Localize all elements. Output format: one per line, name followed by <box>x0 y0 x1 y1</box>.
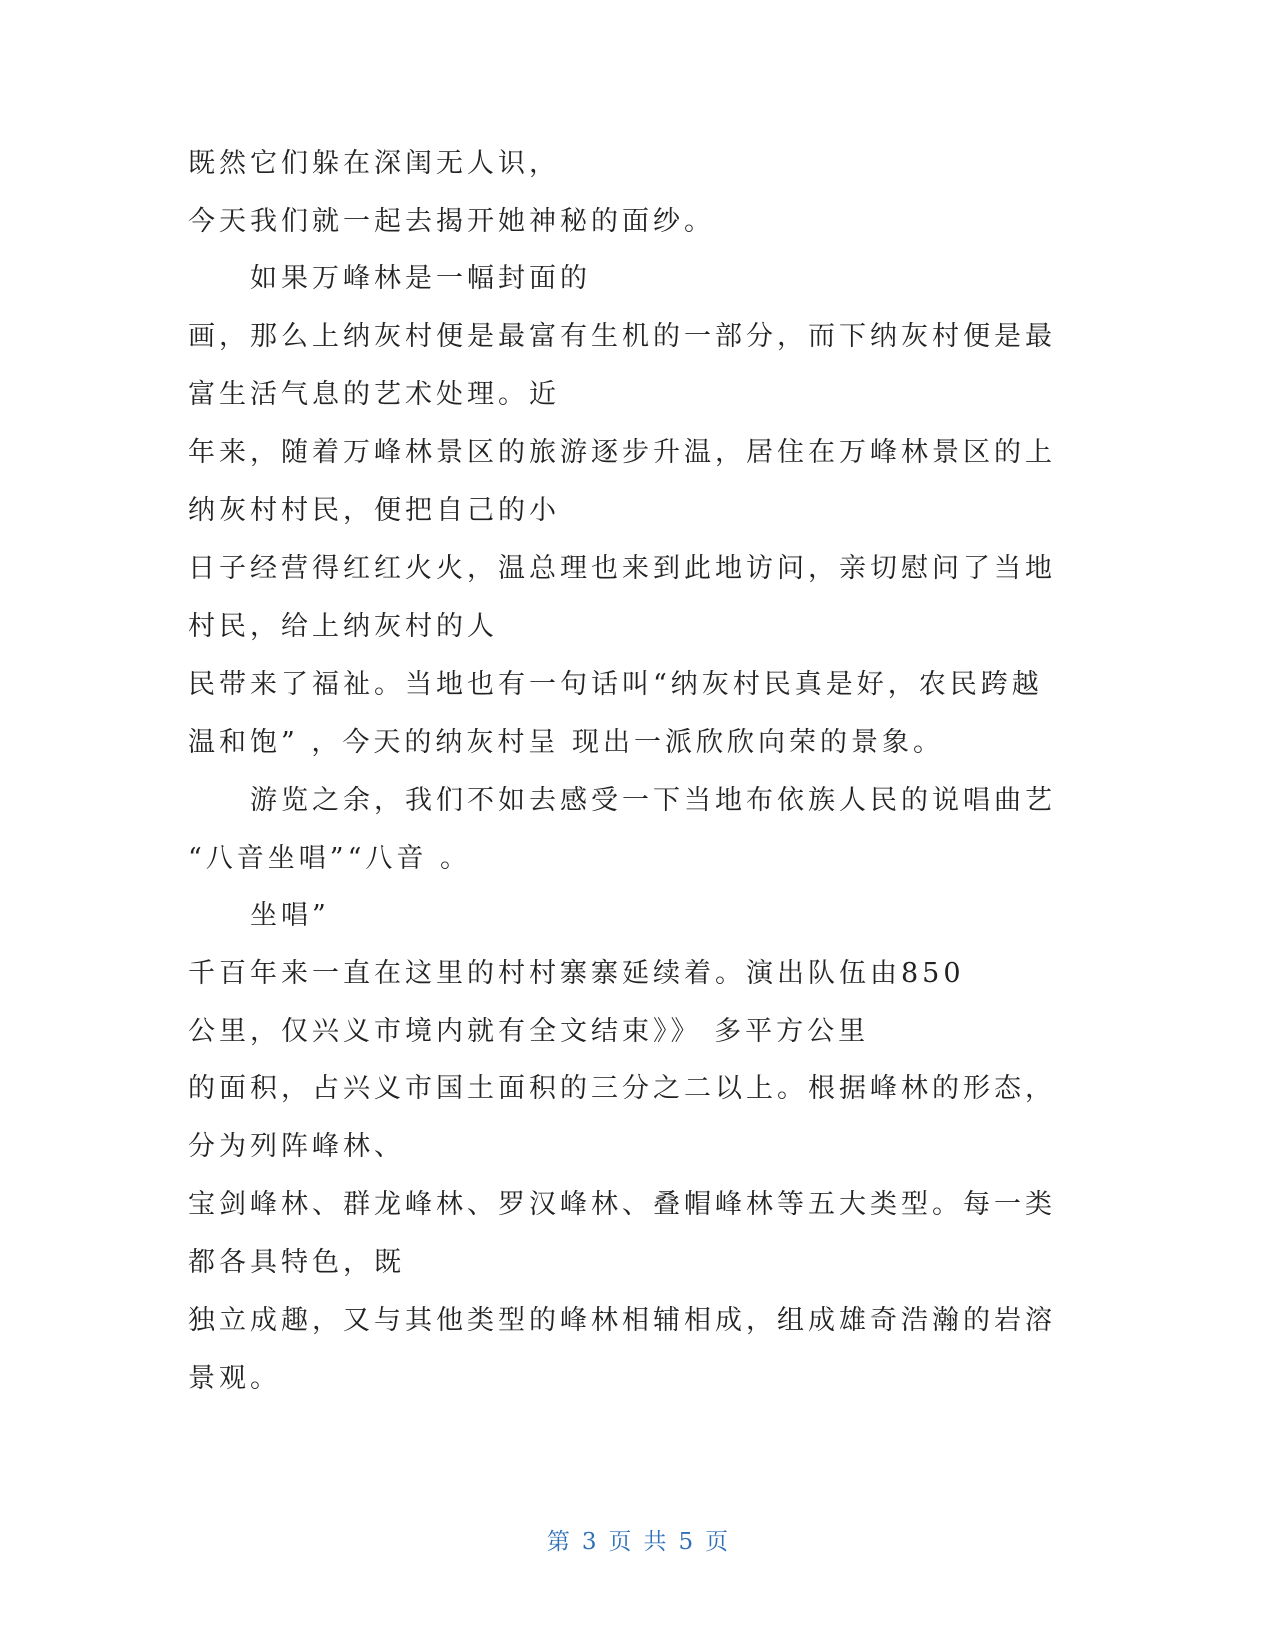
text-line: 景观。 <box>188 1363 281 1394</box>
text-line: 如果万峰林是一幅封面的 <box>250 263 591 294</box>
text-line: 民带来了福祉。当地也有一句话叫“纳灰村民真是好，农民跨越 <box>188 669 1043 700</box>
text-line: “八音坐唱”“八音 。 <box>188 843 471 874</box>
text-line: 村民，给上纳灰村的人 <box>188 611 498 642</box>
text-line: 既然它们躲在深闺无人识， <box>188 148 560 179</box>
text-line: 坐唱” <box>250 900 330 931</box>
page-footer <box>0 1527 1275 1557</box>
text-line: 公里，仅兴义市境内就有全文结束》》 多平方公里 <box>188 1016 870 1047</box>
text-line: 都各具特色，既 <box>188 1247 405 1278</box>
text-line: 温和饱” ，今天的纳灰村呈 现出一派欣欣向荣的景象。 <box>188 727 944 758</box>
text-line: 游览之余，我们不如去感受一下当地布依族人民的说唱曲艺 <box>250 785 1056 816</box>
footer-page-label: 第 <box>546 1529 570 1555</box>
footer-total-label: 共 <box>643 1529 667 1555</box>
text-line: 宝剑峰林、群龙峰林、罗汉峰林、叠帽峰林等五大类型。每一类 <box>188 1189 1056 1220</box>
text-line: 年来，随着万峰林景区的旅游逐步升温，居住在万峰林景区的上 <box>188 437 1056 468</box>
footer-current-page: 3 <box>581 1529 597 1555</box>
text-line: 日子经营得红红火火，温总理也来到此地访问，亲切慰问了当地 <box>188 553 1056 584</box>
text-line: 的面积，占兴义市国土面积的三分之二以上。根据峰林的形态， <box>188 1073 1056 1104</box>
text-line: 分为列阵峰林、 <box>188 1131 405 1162</box>
footer-page-unit: 页 <box>608 1529 632 1555</box>
text-line: 纳灰村村民，便把自己的小 <box>188 495 560 526</box>
text-line: 独立成趣，又与其他类型的峰林相辅相成，组成雄奇浩瀚的岩溶 <box>188 1305 1056 1336</box>
text-line: 今天我们就一起去揭开她神秘的面纱。 <box>188 206 715 237</box>
text-line: 画，那么上纳灰村便是最富有生机的一部分，而下纳灰村便是最 <box>188 321 1056 352</box>
text-line: 富生活气息的艺术处理。近 <box>188 379 560 410</box>
text-line: 千百年来一直在这里的村村寨寨延续着。演出队伍由850 <box>188 958 965 989</box>
footer-total-unit: 页 <box>705 1529 729 1555</box>
footer-total-pages: 5 <box>678 1529 694 1555</box>
